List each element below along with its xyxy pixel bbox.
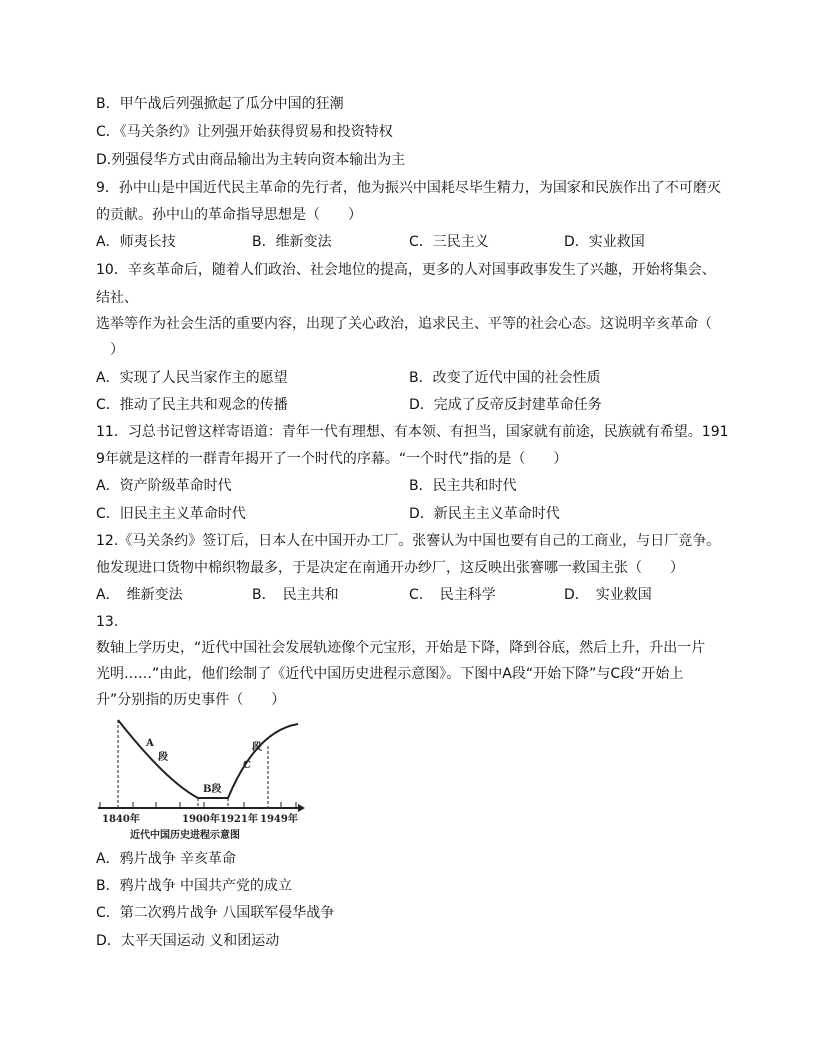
q12-option-b: B． 民主共和 [252, 587, 339, 603]
q11-stem-line-2: 9年就是这样的一群青年揭开了一个时代的序幕。“一个时代”指的是（ ） [96, 451, 568, 467]
diagram-label-a-duan: 段 [158, 752, 168, 763]
q9-stem-line-2: 的贡献。孙中山的革命指导思想是（ ） [96, 207, 362, 223]
diagram-axis-arrow [298, 804, 305, 812]
q10-option-c: C．推动了民主共和观念的传播 [96, 397, 288, 413]
diagram-label-c-duan: 段 [252, 742, 262, 753]
q13-option-a: A．鸦片战争 辛亥革命 [96, 851, 237, 867]
history-process-diagram [96, 716, 306, 844]
diagram-label-c: C [243, 760, 251, 771]
q10-stem-line-4: ） [96, 342, 124, 358]
q10-stem-line-3: 选举等作为社会生活的重要内容，出现了关心政治，追求民主、平等的社会心态。这说明辛亥革命（ [96, 316, 712, 332]
q11-option-b: B．民主共和时代 [409, 478, 517, 494]
q13-number: 13. [96, 614, 119, 630]
q11-option-d: D．新民主主义革命时代 [409, 506, 560, 522]
q11-option-c: C．旧民主主义革命时代 [96, 506, 246, 522]
q13-option-c: C．第二次鸦片战争 八国联军侵华战争 [96, 905, 335, 921]
q8-option-c: C．《马关条约》让列强开始获得贸易和投资特权 [96, 124, 393, 140]
q10-stem-line-2: 结社、 [96, 290, 138, 306]
diagram-tick-1921: 1921年 [220, 814, 258, 825]
diagram-label-a: A [146, 738, 154, 749]
q10-option-d: D．完成了反帝反封建革命任务 [409, 397, 602, 413]
q12-option-d: D． 实业救国 [564, 587, 652, 603]
diagram-tick-1949: 1949年 [260, 814, 298, 825]
q13-stem-line-2: 光明……”由此，他们绘制了《近代中国历史进程示意图》。下图中A段“开始下降”与C段“开始上 [96, 666, 684, 682]
q8-option-d: D.列强侵华方式由商品输出为主转向资本输出为主 [96, 152, 406, 168]
q13-option-d: D．太平天国运动 义和团运动 [96, 933, 280, 949]
q9-option-a: A．师夷长技 [96, 234, 176, 250]
q13-stem-line-1: 数轴上学历史，“近代中国社会发展轨迹像个元宝形，开始是下降，降到谷底，然后上升，升出一片 [96, 640, 706, 656]
diagram-caption: 近代中国历史进程示意图 [130, 830, 240, 841]
q9-stem-line-1: 9．孙中山是中国近代民主革命的先行者，他为振兴中国耗尽毕生精力，为国家和民族作出了不可磨灭 [96, 180, 721, 196]
diagram-tick-1900: 1900年 [182, 814, 220, 825]
q13-option-b: B．鸦片战争 中国共产党的成立 [96, 878, 293, 894]
q11-option-a: A．资产阶级革命时代 [96, 478, 232, 494]
q8-option-b: B．甲午战后列强掀起了瓜分中国的狂潮 [96, 96, 344, 112]
q12-option-c: C． 民主科学 [409, 587, 496, 603]
q9-option-b: B．维新变法 [252, 234, 332, 250]
diagram-label-b: B段 [203, 784, 222, 795]
q10-stem-line-1: 10．辛亥革命后，随着人们政治、社会地位的提高，更多的人对国事政事发生了兴趣，开始将集会、 [96, 262, 716, 278]
q11-stem-line-1: 11．习总书记曾这样寄语道：青年一代有理想、有本领、有担当，国家就有前途，民族就有希望。191 [96, 424, 729, 440]
q9-option-d: D．实业救国 [564, 234, 645, 250]
q9-option-c: C．三民主义 [409, 234, 489, 250]
q10-option-b: B．改变了近代中国的社会性质 [409, 370, 601, 386]
q12-stem-line-2: 他发现进口货物中棉织物最多，于是决定在南通开办纱厂，这反映出张謇哪一救国主张（ ） [96, 560, 684, 576]
q10-option-a: A．实现了人民当家作主的愿望 [96, 370, 288, 386]
q12-option-a: A． 维新变法 [96, 587, 183, 603]
diagram-tick-1840: 1840年 [102, 814, 140, 825]
q12-stem-line-1: 12.《马关条约》签订后，日本人在中国开办工厂。张謇认为中国也要有自己的工商业，与日厂竞争。 [96, 533, 721, 549]
q13-stem-line-3: 升”分别指的历史事件（ ） [96, 692, 286, 708]
